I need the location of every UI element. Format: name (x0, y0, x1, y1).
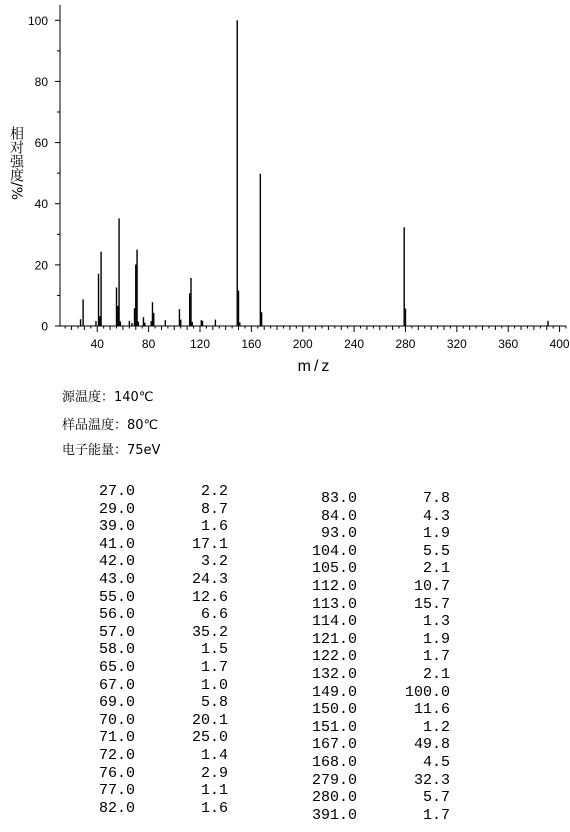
peak-intensity: 2.1 (422, 560, 450, 578)
mass-spectrum-chart (0, 0, 570, 360)
x-tick-label: 40 (90, 337, 104, 351)
peak-mz: 77.0 (98, 782, 135, 800)
y-tick-label: 60 (34, 136, 48, 151)
peak-intensity: 6.6 (200, 606, 228, 624)
peak-intensity: 7.8 (422, 490, 450, 507)
peak-row (297, 754, 450, 772)
peak-intensity: 3.2 (200, 553, 228, 571)
peak-mz: 55.0 (98, 588, 135, 606)
peak-intensity: 100.0 (404, 683, 450, 701)
peak-intensity: 4.5 (422, 753, 450, 771)
peak-row (85, 606, 228, 624)
y-tick-label: 40 (34, 197, 48, 212)
peak-mz: 57.0 (98, 623, 135, 641)
x-tick-label: 320 (446, 337, 467, 351)
peak-row (297, 701, 450, 719)
peak-mz: 70.0 (98, 711, 135, 729)
peak-mz: 67.0 (98, 676, 135, 694)
peak-intensity: 5.8 (200, 694, 228, 712)
peak-mz: 69.0 (98, 694, 135, 712)
peak-mz: 27.0 (98, 483, 135, 500)
peak-intensity: 5.7 (422, 789, 450, 807)
peak-row (297, 560, 450, 578)
peak-intensity: 24.3 (191, 570, 228, 588)
peak-intensity: 1.6 (200, 799, 228, 817)
peak-mz: 121.0 (311, 630, 357, 648)
x-tick-label: 80 (141, 337, 156, 351)
x-tick-label: 120 (189, 337, 211, 351)
y-tick-label: 20 (34, 258, 48, 273)
peak-row (85, 765, 228, 783)
peak-mz: 41.0 (98, 535, 135, 553)
peak-intensity: 1.7 (422, 648, 450, 666)
peak-row (297, 772, 450, 790)
peak-row (85, 483, 228, 501)
peak-intensity: 1.2 (422, 718, 450, 736)
peak-mz: 39.0 (98, 518, 135, 536)
peak-row (297, 613, 450, 631)
peak-mz: 56.0 (98, 606, 135, 624)
peak-table-right (297, 490, 450, 824)
peak-row (85, 659, 228, 677)
peak-row (85, 624, 228, 642)
peak-row (85, 694, 228, 712)
peak-mz: 105.0 (311, 560, 357, 578)
peak-intensity: 1.1 (200, 782, 228, 800)
peak-mz: 29.0 (98, 500, 135, 518)
peak-mz: 168.0 (311, 753, 357, 771)
peak-intensity: 10.7 (413, 577, 450, 595)
peak-row (297, 596, 450, 614)
peak-intensity: 1.7 (422, 806, 450, 824)
peak-row (297, 807, 450, 825)
peak-intensity: 2.9 (200, 764, 228, 782)
peak-mz: 72.0 (98, 746, 135, 764)
peak-row (85, 800, 228, 818)
peak-mz: 43.0 (98, 570, 135, 588)
peak-mz: 93.0 (320, 525, 357, 543)
peak-mz: 280.0 (311, 789, 357, 807)
peak-intensity: 1.9 (422, 525, 450, 543)
peak-row (85, 677, 228, 695)
peak-intensity: 20.1 (191, 711, 228, 729)
peak-intensity: 1.0 (200, 676, 228, 694)
peak-row (297, 684, 450, 702)
peak-mz: 114.0 (311, 613, 357, 631)
y-tick-label: 100 (27, 13, 48, 28)
peak-mz: 112.0 (311, 577, 357, 595)
peak-row (297, 789, 450, 807)
peak-mz: 122.0 (311, 648, 357, 666)
sample-temperature: 样品温度：80℃ (62, 418, 159, 433)
peak-row (297, 543, 450, 561)
peak-row (297, 666, 450, 684)
peak-mz: 149.0 (311, 683, 357, 701)
peak-intensity: 17.1 (191, 535, 228, 553)
x-tick-label: 360 (498, 337, 519, 351)
peak-row (297, 508, 450, 526)
peak-mz: 83.0 (320, 490, 357, 507)
peak-mz: 82.0 (98, 799, 135, 817)
x-tick-label: 400 (549, 337, 570, 351)
peak-intensity: 5.5 (422, 542, 450, 560)
peak-intensity: 1.9 (422, 630, 450, 648)
peak-intensity: 49.8 (413, 736, 450, 754)
peak-mz: 104.0 (311, 542, 357, 560)
peak-row (85, 518, 228, 536)
peak-table-left (85, 483, 228, 817)
peak-intensity: 2.1 (422, 665, 450, 683)
y-axis-label: 相对强度/% (8, 126, 24, 201)
x-tick-label: 160 (241, 337, 262, 351)
peak-row (85, 571, 228, 589)
peak-mz: 391.0 (311, 806, 357, 824)
y-tick-label: 80 (34, 74, 48, 89)
peak-row (297, 736, 450, 754)
peak-mz: 151.0 (311, 718, 357, 736)
peak-intensity: 1.4 (200, 746, 228, 764)
peak-intensity: 2.2 (200, 483, 228, 500)
peak-row (85, 553, 228, 571)
x-tick-label: 280 (395, 337, 416, 351)
electron-energy: 电子能量：75eV (62, 443, 161, 458)
source-temperature: 源温度：140℃ (62, 390, 154, 405)
peak-mz: 279.0 (311, 771, 357, 789)
peak-row (85, 729, 228, 747)
peak-intensity: 32.3 (413, 771, 450, 789)
peak-intensity: 1.6 (200, 518, 228, 536)
peak-intensity: 25.0 (191, 729, 228, 747)
peak-mz: 65.0 (98, 658, 135, 676)
peak-row (85, 641, 228, 659)
peak-row (85, 501, 228, 519)
x-axis-label: m/z (297, 358, 333, 375)
peak-mz: 76.0 (98, 764, 135, 782)
peak-intensity: 35.2 (191, 623, 228, 641)
peak-intensity: 1.5 (200, 641, 228, 659)
peak-row (297, 490, 450, 508)
peak-mz: 42.0 (98, 553, 135, 571)
peak-intensity: 1.3 (422, 613, 450, 631)
x-tick-label: 240 (344, 337, 365, 351)
peak-row (85, 536, 228, 554)
peak-intensity: 4.3 (422, 507, 450, 525)
peak-mz: 167.0 (311, 736, 357, 754)
peak-row (297, 648, 450, 666)
peak-intensity: 8.7 (200, 500, 228, 518)
peak-row (85, 782, 228, 800)
peak-row (297, 631, 450, 649)
peak-mz: 71.0 (98, 729, 135, 747)
peak-mz: 132.0 (311, 665, 357, 683)
peak-row (297, 719, 450, 737)
x-tick-label: 200 (292, 337, 313, 351)
peak-intensity: 1.7 (200, 658, 228, 676)
peak-row (85, 712, 228, 730)
peak-row (297, 578, 450, 596)
peak-mz: 58.0 (98, 641, 135, 659)
y-tick-label: 0 (41, 319, 48, 334)
peak-mz: 113.0 (311, 595, 357, 613)
peak-intensity: 15.7 (413, 595, 450, 613)
peak-intensity: 11.6 (413, 701, 450, 719)
peak-intensity: 12.6 (191, 588, 228, 606)
peak-mz: 150.0 (311, 701, 357, 719)
peak-row (85, 747, 228, 765)
peak-row (297, 525, 450, 543)
peak-mz: 84.0 (320, 507, 357, 525)
peak-row (85, 589, 228, 607)
